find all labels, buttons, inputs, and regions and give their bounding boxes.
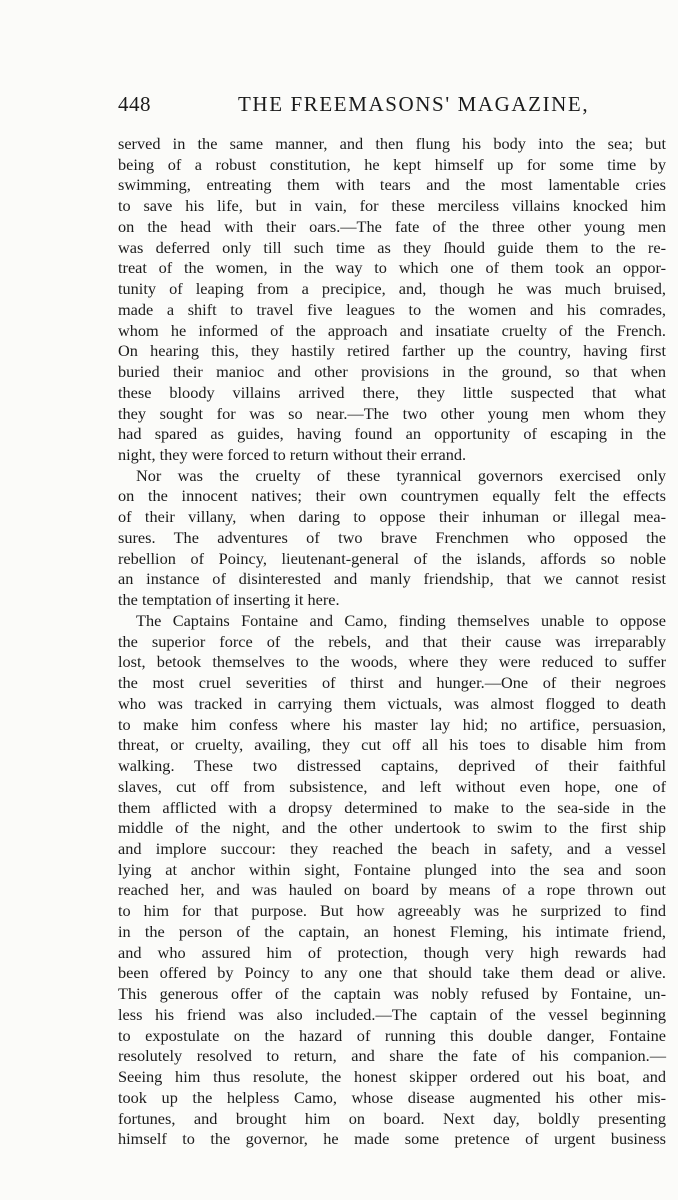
text-line: resolutely resolved to return, and share the fate of his companion.— (118, 1046, 666, 1066)
text-line: walking. These two distressed captains, deprived of their faithful (118, 756, 666, 776)
text-line: on the head with their oars.—The fate of the three other young men (118, 216, 666, 236)
text-line: buried their manioc and other provisions in the ground, so that when (118, 362, 666, 382)
text-line: and implore succour: they reached the beach in safety, and a vessel (118, 838, 666, 858)
running-title: THE FREEMASONS' MAGAZINE, (238, 92, 590, 116)
text-line: threat, or cruelty, availing, they cut off all his toes to disable him from (118, 735, 666, 755)
text-line: the temptation of inserting it here. (118, 590, 340, 610)
text-line: in the person of the captain, an honest Fleming, his intimate friend, (118, 921, 666, 941)
text-line: rebellion of Poincy, lieutenant-general of the islands, affords so noble (118, 548, 666, 568)
text-line: slaves, cut off from subsistence, and left without even hope, one of (118, 776, 666, 796)
text-line: night, they were forced to return without their errand. (118, 445, 467, 465)
text-line: On hearing this, they hastily retired farther up the country, having first (118, 341, 666, 361)
text-line: being of a robust constitution, he kept himself up for some time by (118, 154, 666, 174)
text-line: Nor was the cruelty of these tyrannical governors exercised only (136, 465, 666, 485)
text-line: and who assured him of protection, though very high rewards had (118, 942, 666, 962)
text-line: Seeing him thus resolute, the honest skipper ordered out his boat, and (118, 1067, 666, 1087)
text-line: the superior force of the rebels, and that their cause was irreparably (118, 631, 666, 651)
text-line: been offered by Poincy to any one that should take them dead or alive. (118, 963, 666, 983)
page-number: 448 (118, 92, 151, 116)
text-line: they sought for was so near.—The two other young men whom they (118, 403, 666, 423)
text-line: lying at anchor within sight, Fontaine plunged into the sea and soon (118, 859, 666, 879)
text-line: made a shift to travel five leagues to the women and his comrades, (118, 299, 666, 319)
text-line: on the innocent natives; their own countrymen equally felt the effects (118, 486, 666, 506)
text-line: tunity of leaping from a precipice, and, though he was much bruised, (118, 279, 666, 299)
text-line: served in the same manner, and then flung his body into the sea; but (118, 134, 666, 153)
text-line: himself to the governor, he made some pretence of urgent business (118, 1129, 666, 1149)
text-line: to save his life, but in vain, for these merciless villains knocked him (118, 196, 666, 216)
text-line: This generous offer of the captain was nobly refused by Fontaine, un- (118, 984, 666, 1004)
text-line: them afflicted with a dropsy determined to make to the sea-side in the (118, 797, 666, 817)
text-line: sures. The adventures of two brave Frenchmen who opposed the (118, 527, 666, 547)
text-line: treat of the women, in the way to which one of them took an oppor- (118, 258, 666, 278)
body-text (118, 134, 666, 1150)
text-line: lost, betook themselves to the woods, where they were reduced to suffer (118, 652, 666, 672)
text-line: the most cruel severities of thirst and hunger.—One of their negroes (118, 673, 666, 693)
text-line: an instance of disinterested and manly friendship, that we cannot resist (118, 569, 666, 589)
text-line: whom he informed of the approach and insatiate cruelty of the French. (118, 320, 666, 340)
text-line: to expostulate on the hazard of running this double danger, Fontaine (118, 1025, 666, 1045)
page-header (118, 92, 666, 118)
text-line: The Captains Fontaine and Camo, finding themselves unable to oppose (136, 610, 666, 630)
text-line: who was tracked in carrying them victuals, was almost flogged to death (118, 693, 666, 713)
text-line: was deferred only till such time as they ſhould guide them to the re- (118, 237, 666, 257)
text-line: these bloody villains arrived there, they little suspected that what (118, 382, 666, 402)
text-line: fortunes, and brought him on board. Next day, boldly presenting (118, 1108, 666, 1128)
text-line: reached her, and was hauled on board by means of a rope thrown out (118, 880, 666, 900)
text-line: to him for that purpose. But how agreeably was he surprized to find (118, 901, 666, 921)
text-line: had spared as guides, having found an opportunity of escaping in the (118, 424, 666, 444)
text-line: middle of the night, and the other undertook to swim to the first ship (118, 818, 666, 838)
text-line: of their villany, when daring to oppose their inhuman or illegal mea- (118, 507, 666, 527)
text-line: to make him confess where his master lay hid; no artifice, persuasion, (118, 714, 666, 734)
text-line: took up the helpless Camo, whose disease augmented his other mis- (118, 1087, 666, 1107)
text-line: less his friend was also included.—The captain of the vessel beginning (118, 1004, 666, 1024)
text-line: swimming, entreating them with tears and the most lamentable cries (118, 175, 666, 195)
